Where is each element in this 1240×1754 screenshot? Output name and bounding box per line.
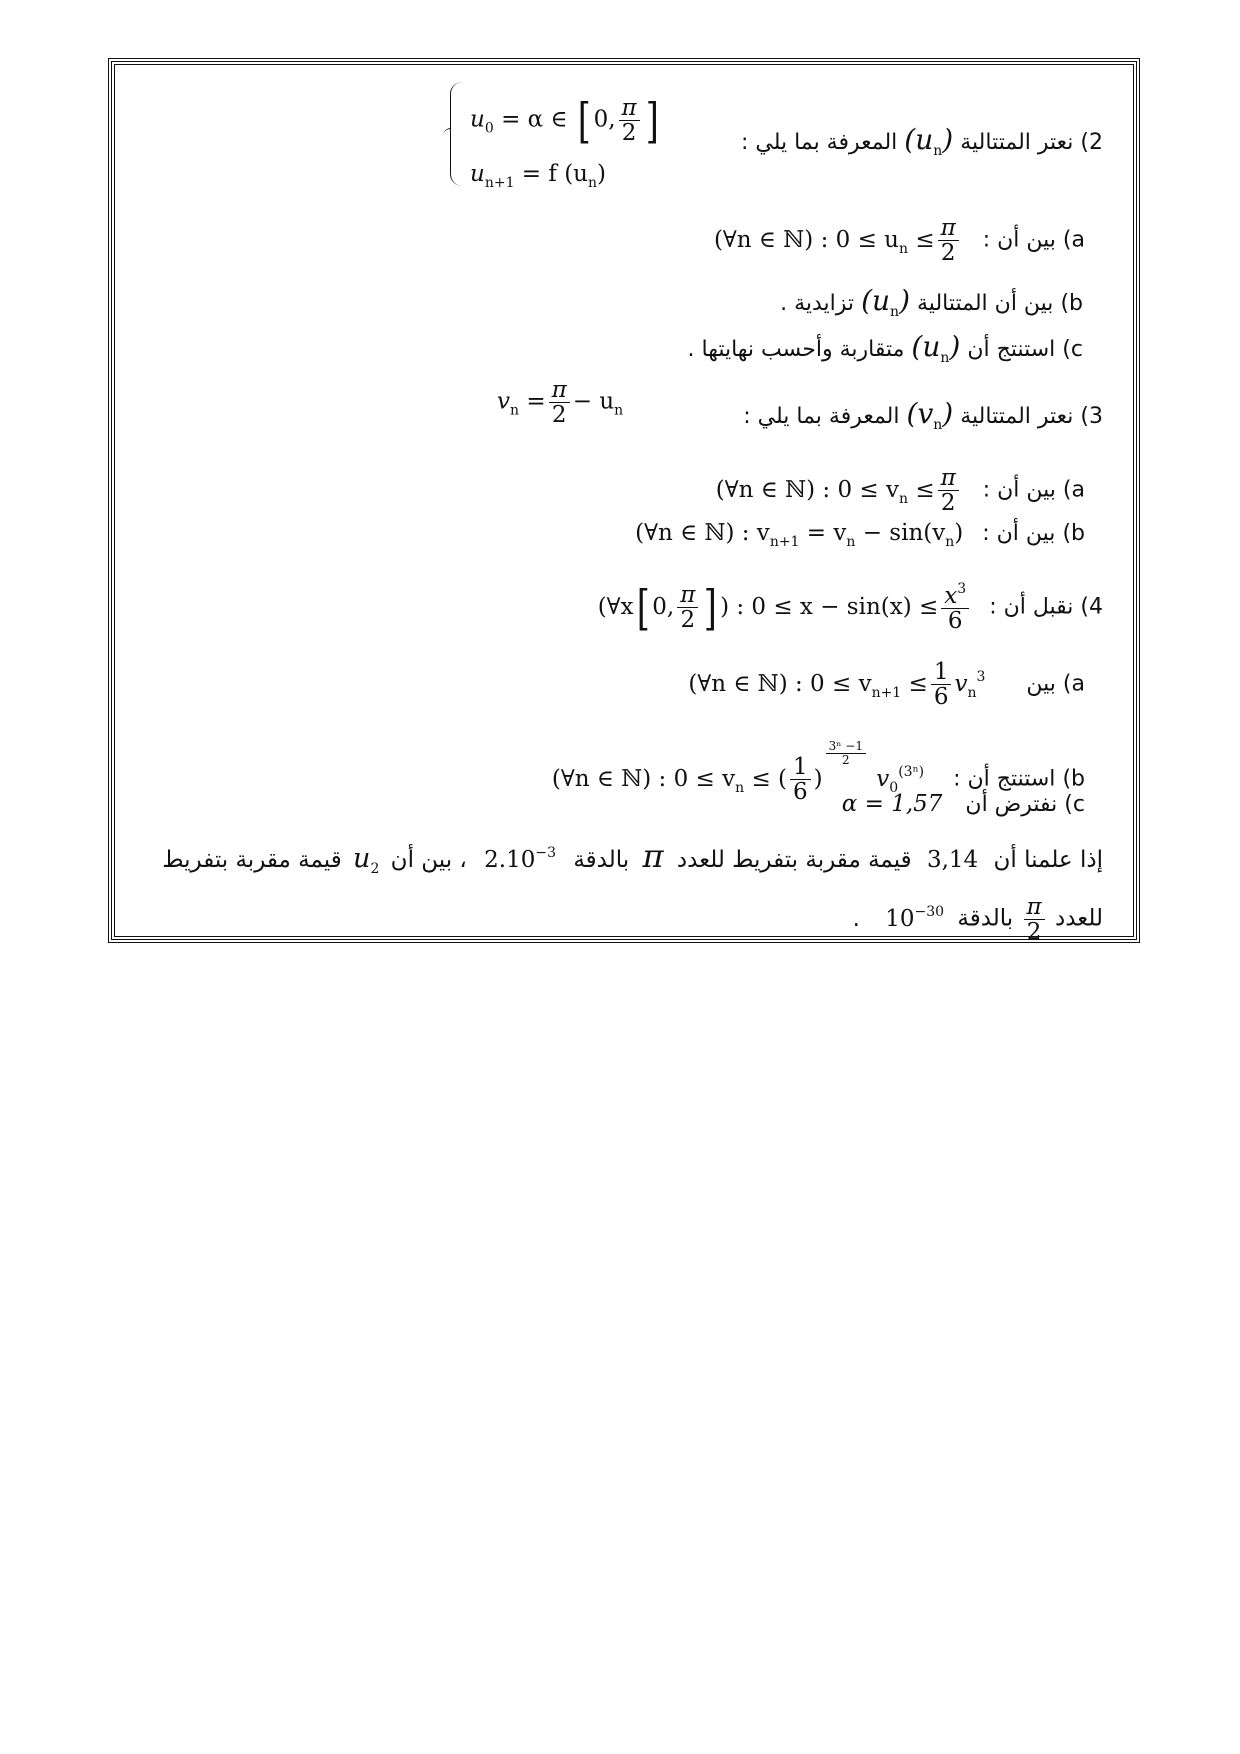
final-line-2: للعدد $\frac{\pi}{2}$ بالدقة $10^{-30}$ . xyxy=(852,894,1103,946)
q3-b: b) بين أن : (∀n ∈ ℕ) : $v_{n+1} = v_n - \sin(v_n)$ xyxy=(635,520,1085,550)
q2-a: a) بين أن : (∀n ∈ ℕ) : $0 \le u_n$ ≤ $\frac{\pi}{2}$ xyxy=(713,215,1085,267)
q3-a: a) بين أن : (∀n ∈ ℕ) : $0 \le v_n$ ≤ $\frac{\pi}{2}$ xyxy=(715,465,1085,517)
q4-heading: 4) نقبل أن : (∀x[ 0, $\frac{\pi}{2}$ ] ) : 0 ≤ x − sin(x) ≤ $\frac{x^3}{6}$ xyxy=(597,579,1103,636)
system-brace xyxy=(450,82,465,186)
q4-a: a) بين (∀n ∈ ℕ) : $0 \le v_{n+1}$ ≤ $\frac{1}{6}$ $v_n^3$ xyxy=(688,659,1085,711)
q3-definition: $v_n$ = $\frac{\pi}{2}$ − $u_n$ xyxy=(497,377,624,429)
system-line-1: $u_0 = \alpha$ ∈ [ 0, $\frac{\pi}{2}$ ] xyxy=(470,92,659,149)
q3-heading: 3) نعتر المتتالية $(v_n)$ المعرفة بما يلي : xyxy=(743,397,1103,433)
q4-c: c) نفترض أن α = 1,57 xyxy=(841,791,1085,817)
q4-b: b) استنتج أن : (∀n ∈ ℕ) : $0 \le v_n$ ≤ ( $\frac{1}{6}$ ) $\frac{\text{3ⁿ −1}}{2}$ $v_0^{(3^n)}$ xyxy=(551,739,1085,806)
q2-c: c) استنتج أن $(u_n)$ متقاربة وأحسب نهايتها . xyxy=(687,330,1083,366)
q2-b: b) بين أن المتتالية $(u_n)$ تزايدية . xyxy=(780,284,1083,320)
q2-heading: 2) نعتر المتتالية $(u_n)$ المعرفة بما يلي : xyxy=(741,123,1103,159)
final-line-1: إذا علمنا أن 3,14 قيمة مقربة بتفريط للعدد π بالدقة $2.10^{-3}$ ، بين أن $u_2$ قيمة مقربة بتفريط xyxy=(162,837,1103,877)
system-line-2: $u_{n+1} = f$ $(u_n)$ xyxy=(470,161,607,191)
